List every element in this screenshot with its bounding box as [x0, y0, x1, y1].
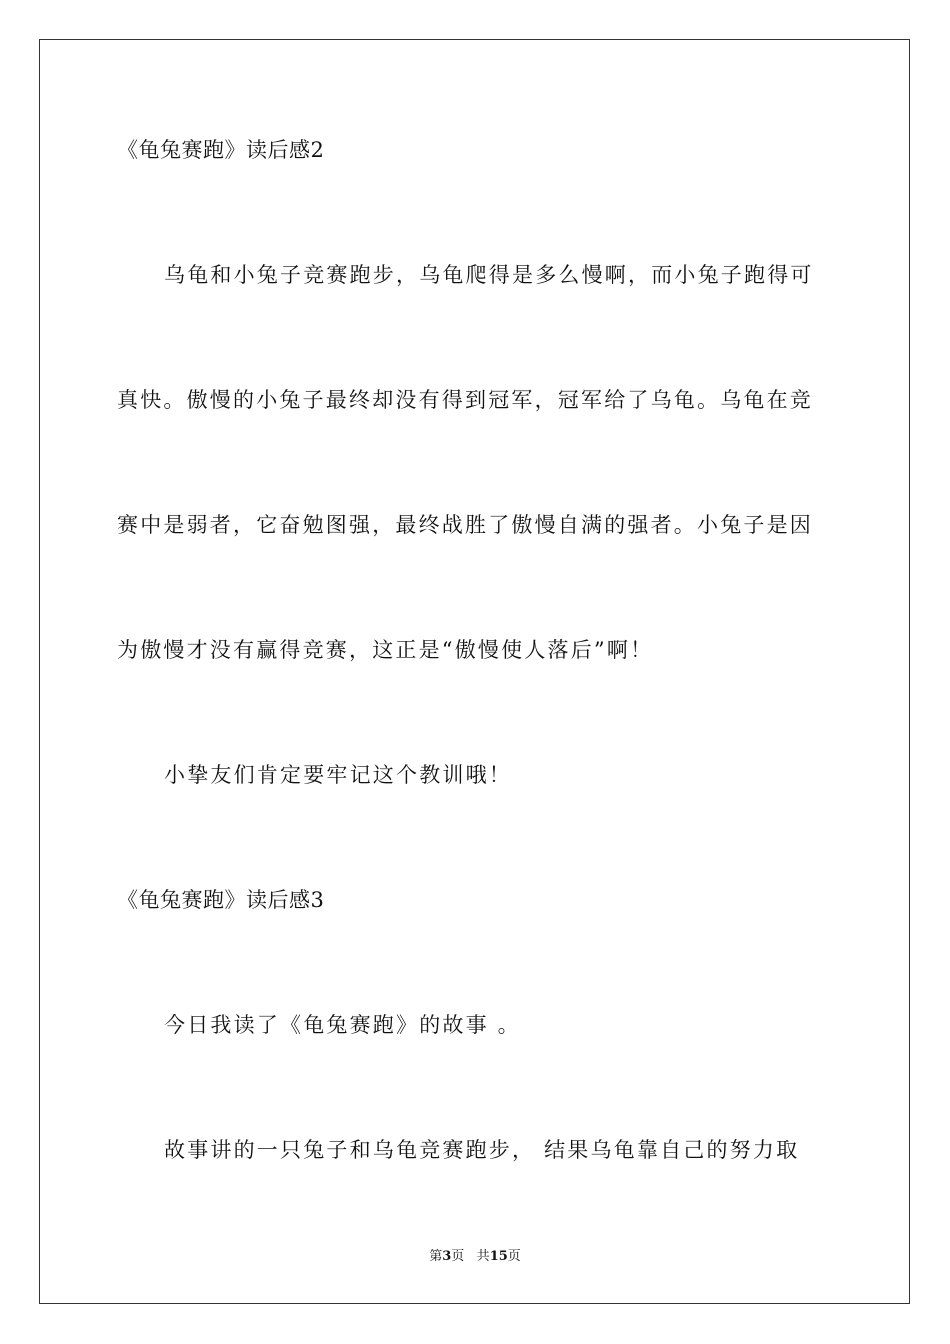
footer-total-prefix: 共 [476, 1249, 490, 1264]
footer-total-suffix: 页 [507, 1249, 521, 1264]
paragraph-line: 赛中是弱者，它奋勉图强，最终战胜了傲慢自满的强者。小兔子是因 [117, 513, 813, 537]
page-footer [0, 1248, 950, 1266]
footer-page-prefix: 第 [429, 1249, 443, 1264]
page-frame [39, 39, 910, 1304]
paragraph-line: 乌龟和小兔子竞赛跑步，乌龟爬得是多么慢啊，而小兔子跑得可 [164, 263, 814, 287]
footer-total-pages: 15 [489, 1249, 508, 1264]
section-heading-2: 《龟兔赛跑》读后感2 [117, 138, 325, 162]
paragraph-line: 故事讲的一只兔子和乌龟竞赛跑步， 结果乌龟靠自己的努力取 [164, 1138, 800, 1162]
paragraph-line: 为傲慢才没有赢得竞赛，这正是“傲慢使人落后”啊！ [117, 638, 654, 662]
footer-page-suffix: 页 [451, 1249, 465, 1264]
section-heading-3: 《龟兔赛跑》读后感3 [117, 888, 325, 912]
footer-page-number: 3 [442, 1249, 452, 1264]
paragraph-line: 小挚友们肯定要牢记这个教训哦！ [164, 763, 512, 787]
paragraph-line: 今日我读了《龟兔赛跑》的故事 。 [164, 1013, 521, 1037]
paragraph-line: 真快。傲慢的小兔子最终却没有得到冠军，冠军给了乌龟。乌龟在竞 [117, 388, 813, 412]
